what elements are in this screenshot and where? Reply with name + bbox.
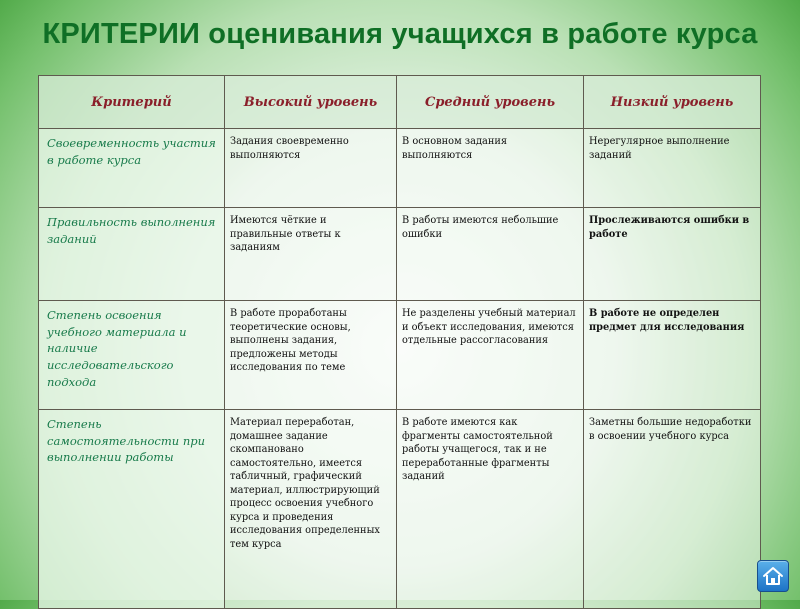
medium-level-cell: В основном задания выполняются (397, 129, 584, 208)
table-row (39, 301, 761, 410)
low-level-cell: В работе не определен предмет для исследования (584, 301, 761, 410)
slide-title: КРИТЕРИИ оценивания учащихся в работе курса (42, 18, 758, 50)
criterion-cell: Степень самостоятельности при выполнении работы (39, 410, 225, 609)
criteria-table (38, 75, 761, 609)
low-level-cell: Нерегулярное выполнение заданий (584, 129, 761, 208)
criterion-cell: Своевременность участия в работе курса (39, 129, 225, 208)
high-level-cell: В работе проработаны теоретические основы, выполнены задания, предложены методы исследования по теме (225, 301, 397, 410)
table-row (39, 410, 761, 609)
table-row (39, 129, 761, 208)
criterion-cell: Степень освоения учебного материала и наличие исследовательского подхода (39, 301, 225, 410)
low-level-cell: Прослеживаются ошибки в работе (584, 208, 761, 301)
medium-level-cell: Не разделены учебный материал и объект исследования, имеются отдельные рассогласования (397, 301, 584, 410)
home-button[interactable] (757, 560, 789, 592)
medium-level-cell: В работе имеются как фрагменты самостоятельной работы учащегося, так и не переработанные фрагменты заданий (397, 410, 584, 609)
high-level-cell: Имеются чёткие и правильные ответы к заданиям (225, 208, 397, 301)
table-header-row (39, 76, 761, 129)
table-row (39, 208, 761, 301)
medium-level-cell: В работы имеются небольшие ошибки (397, 208, 584, 301)
criterion-cell: Правильность выполнения заданий (39, 208, 225, 301)
header-criterion: Критерий (39, 76, 225, 129)
header-low-level: Низкий уровень (584, 76, 761, 129)
low-level-cell: Заметны большие недоработки в освоении учебного курса (584, 410, 761, 609)
header-high-level: Высокий уровень (225, 76, 397, 129)
high-level-cell: Материал переработан, домашнее задание скомпановано самостоятельно, имеется табличный, графический материал, иллюстрирующий процесс освоения учебного курса и проведения исследования определенных тем курса (225, 410, 397, 609)
header-medium-level: Средний уровень (397, 76, 584, 129)
high-level-cell: Задания своевременно выполняются (225, 129, 397, 208)
home-icon (762, 565, 784, 587)
